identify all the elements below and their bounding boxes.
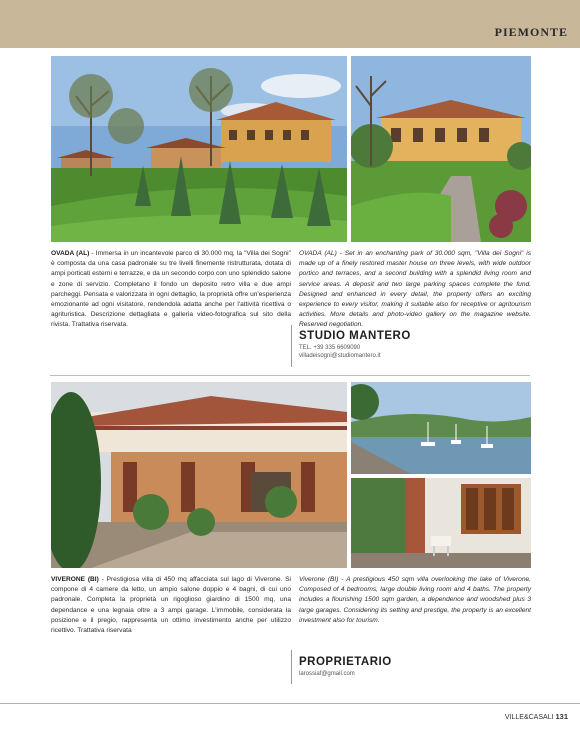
section-divider: [50, 375, 530, 376]
footer-brand: [505, 712, 568, 721]
agency2-email: larossiaf@gmail.com: [299, 671, 355, 677]
viverone-villa-portico-photo: [51, 382, 347, 568]
listing1-text-it: - Immersa in un incantevole parco di 30.000 mq, la "Villa dei Sogni" è composta da una casa padronale su tre livelli finemente ristrutturata, dotata di ampi porticati esterni e terrazze, e da un secondo corpo con uno splendido salone e zone di servizio. Completano il fondo un deposito retro villa e due ampi parcheggi. Pensata e valorizzata in ogni dettaglio, la proprietà offre un'esperienza emozionante ad ogni visitatore, rendendola adatta anche per l'attività ricettiva o agrituristica. Descrizione dettagliata e galleria video-fotografica sul sito della rivista. Trattativa riservata.: [51, 250, 291, 329]
agency1-email: villadeisogni@studiomantero.it: [299, 353, 381, 359]
listing2-description-en: [299, 575, 531, 626]
listing1-text-en: OVADA (AL) - Set in an enchanting park of 30.000 sqm, "Villa dei Sogni" is made up of a finely restored master house on three levels, with wide outdoor portico and terraces, and a second building with a splendid living room and service areas. A deposit and two large parking spaces complete the fund. Designed and enhanced in every detail, the property offers an exciting experience to every visitor, making it suitable also for receptive or agritourism activities. More details and photo-video gallery on the magazine website. Reserved negotiation.: [299, 250, 531, 329]
header-band: [0, 0, 580, 48]
listing1-description-en: [299, 249, 531, 331]
viverone-lake-photo: [351, 382, 531, 474]
magazine-name: VILLE&CASALI: [504, 714, 554, 721]
listing1-description-it: [51, 249, 291, 331]
listing2-text-en: Viverone (BI) - A prestigious 450 sqm villa overlooking the lake of Viverone. Composed of 4 bedrooms, large double living room and 4 baths. The property includes a flourishing 1500 sqm garden, a dependence and woodshed plus 3 large garages. Considering its setting and prestige, the property is an excellent investment also for tourism.: [299, 576, 531, 624]
agency1-phone: TEL. +39 335 6609090: [299, 345, 361, 351]
agency1-name: STUDIO MANTERO: [299, 330, 411, 342]
region-title: PIEMONTE: [494, 25, 568, 39]
listing2-text-it: - Prestigiosa villa di 450 mq affacciata sul lago di Viverone. Si compone di 4 camere da letto, un ampio salone doppio e 4 bagni, di cui uno padronale. Completa la proprietà un rigoglioso giardino di 1500 mq, una dependance e una legnaia oltre a 3 ampi garage. L'immobile, considerata la posizione e il pregio, rappresenta un ottimo investimento anche per utilizzo ricettivo. Trattativa riservata: [51, 576, 291, 635]
agency2-rule: [291, 650, 292, 684]
footer-rule: [0, 703, 580, 704]
listing2-description-it: [51, 575, 291, 636]
listing1-title: OVADA (AL): [51, 250, 90, 257]
agency2-name: PROPRIETARIO: [299, 656, 392, 668]
ovada-villa-terrace-photo: [351, 56, 531, 242]
ovada-villa-park-photo: [51, 56, 347, 242]
page-number: 131: [555, 712, 568, 721]
listing2-title: VIVERONE (BI): [51, 576, 99, 583]
agency1-rule: [291, 325, 292, 367]
viverone-porch-photo: [351, 478, 531, 568]
